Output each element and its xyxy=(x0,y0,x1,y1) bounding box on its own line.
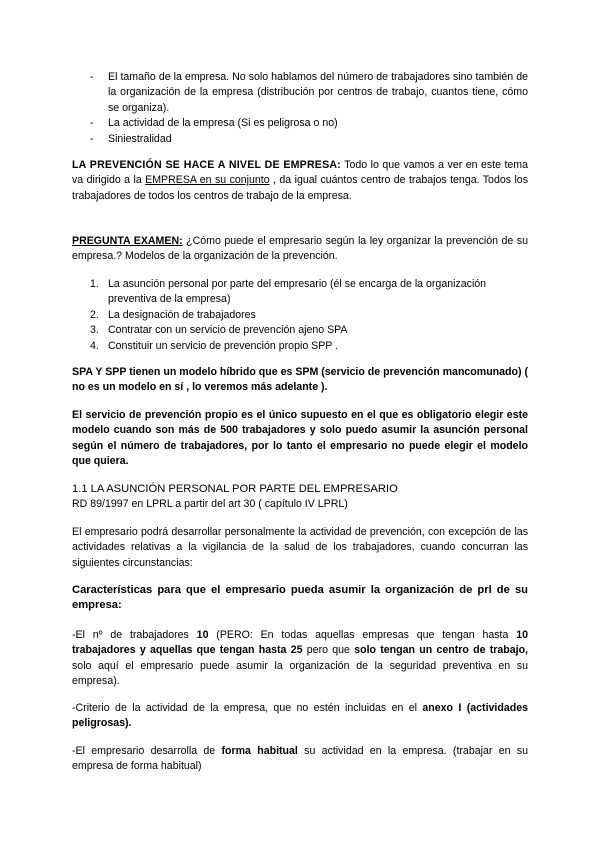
list-item-text: Siniestralidad xyxy=(108,132,172,145)
prevencion-text-end: , da igual cuántos centro de trabajos tenga. Todos los trabajadores de todos los centros de trabajo de la empresa. xyxy=(72,174,528,202)
criterio1-text-c: (PERO: En todas aquellas empresas que tengan hasta xyxy=(208,629,517,641)
list-item xyxy=(72,339,528,354)
dash-marker: - xyxy=(90,132,94,145)
empresa-underlined: EMPRESA en su conjunto xyxy=(145,174,270,187)
spa-spp-text: SPA Y SPP tienen un modelo híbrido que es SPM (servicio de prevención mancomunado) ( no es un modelo en sí , lo veremos más adelante ). xyxy=(72,366,528,394)
list-item xyxy=(72,308,528,323)
modelos-list xyxy=(72,277,528,354)
prevencion-paragraph xyxy=(72,158,528,204)
section-reference: RD 89/1997 en LPRL a partir del art 30 ( capítulo IV LPRL) xyxy=(72,498,348,511)
empresario-paragraph xyxy=(72,525,528,571)
criterio1-text-e: pero que xyxy=(302,644,355,657)
list-item-text: La designación de trabajadores xyxy=(108,308,256,321)
criterio3-text-a: -El empresario desarrolla de xyxy=(72,745,222,757)
criterio-trabajadores xyxy=(72,628,528,690)
criterio2-text: -Criterio de la actividad de la empresa, que no estén incluidas en el xyxy=(72,702,423,714)
caracteristicas-heading xyxy=(72,583,528,614)
pregunta-text: ¿Cómo puede el empresario según la ley organizar la prevención de su empresa.? Modelos de la organización de la prevención. xyxy=(72,235,528,263)
list-item-text: La asunción personal por parte del empresario (él se encarga de la organización preventiva de la empresa) xyxy=(108,278,487,306)
list-item xyxy=(72,132,528,147)
pregunta-paragraph xyxy=(72,234,528,265)
list-number: 2. xyxy=(90,308,99,321)
list-item xyxy=(72,116,528,131)
spa-spp-paragraph xyxy=(72,365,528,396)
section-title: 1.1 LA ASUNCIÓN PERSONAL POR PARTE DEL EMPRESARIO xyxy=(72,483,398,495)
criterio-habitual xyxy=(72,744,528,775)
list-item xyxy=(72,277,528,308)
list-number: 3. xyxy=(90,324,99,337)
list-item-text: El tamaño de la empresa. No solo hablamos del número de trabajadores sino también de la organización de la empresa (distribución por centros de trabajo, cuantos tiene, cómo se organiza). xyxy=(108,71,528,114)
criterio2-bold: anexo I (actividades peligrosas). xyxy=(72,702,528,730)
criterio1-text-g: solo aquí el empresario puede asumir la organización de la seguridad preventiva en su empresa). xyxy=(72,659,528,688)
criterio3-text-c: su actividad en la empresa. (trabajar en su empresa de forma habitual) xyxy=(72,745,528,773)
pregunta-lead: PREGUNTA EXAMEN: xyxy=(72,235,183,247)
criterio1-bold-d: 10 trabajadores y aquellas que tengan hasta 25 xyxy=(72,629,528,657)
caracteristicas-text: Características para que el empresario pueda asumir la organización de prl de su empresa: xyxy=(72,584,528,612)
list-item-text: Contratar con un servicio de prevención ajeno SPA xyxy=(108,324,348,337)
servicio-propio-paragraph xyxy=(72,408,528,470)
section-heading xyxy=(72,482,528,513)
dash-marker: - xyxy=(90,71,94,83)
empresario-text: El empresario podrá desarrollar personalmente la actividad de prevención, con excepción de las actividades relativas a la vigilancia de la salud de los trabajadores, cuando concurran las siguientes circunstancias: xyxy=(72,526,528,569)
list-item-text: Constituir un servicio de prevención propio SPP . xyxy=(108,339,339,352)
dash-marker: - xyxy=(90,117,94,130)
prevencion-text: Todo lo que vamos a ver en este tema va dirigido a la xyxy=(72,159,529,187)
list-item xyxy=(72,323,528,338)
list-number: 1. xyxy=(90,278,99,290)
intro-list xyxy=(72,70,528,147)
list-number: 4. xyxy=(90,339,99,352)
criterio3-bold: forma habitual xyxy=(221,745,298,757)
prevencion-lead: LA PREVENCIÓN SE HACE A NIVEL DE EMPRESA: xyxy=(72,159,341,171)
list-item xyxy=(72,70,528,116)
criterio1-bold-f: solo tengan un centro de trabajo, xyxy=(354,644,528,657)
criterio-actividad xyxy=(72,701,528,732)
criterio1-text-a: -El nº de trabajadores xyxy=(72,629,197,641)
servicio-propio-text: El servicio de prevención propio es el único supuesto en el que es obligatorio elegir este modelo cuando son más de 500 trabajadores y solo puedo asumir la asunción personal según el número de trabajadores, por lo tanto el empresario no puede elegir el modelo que quiera. xyxy=(72,409,528,468)
list-item-text: La actividad de la empresa (Si es peligrosa o no) xyxy=(108,117,338,130)
criterio1-bold-b: 10 xyxy=(196,629,209,641)
